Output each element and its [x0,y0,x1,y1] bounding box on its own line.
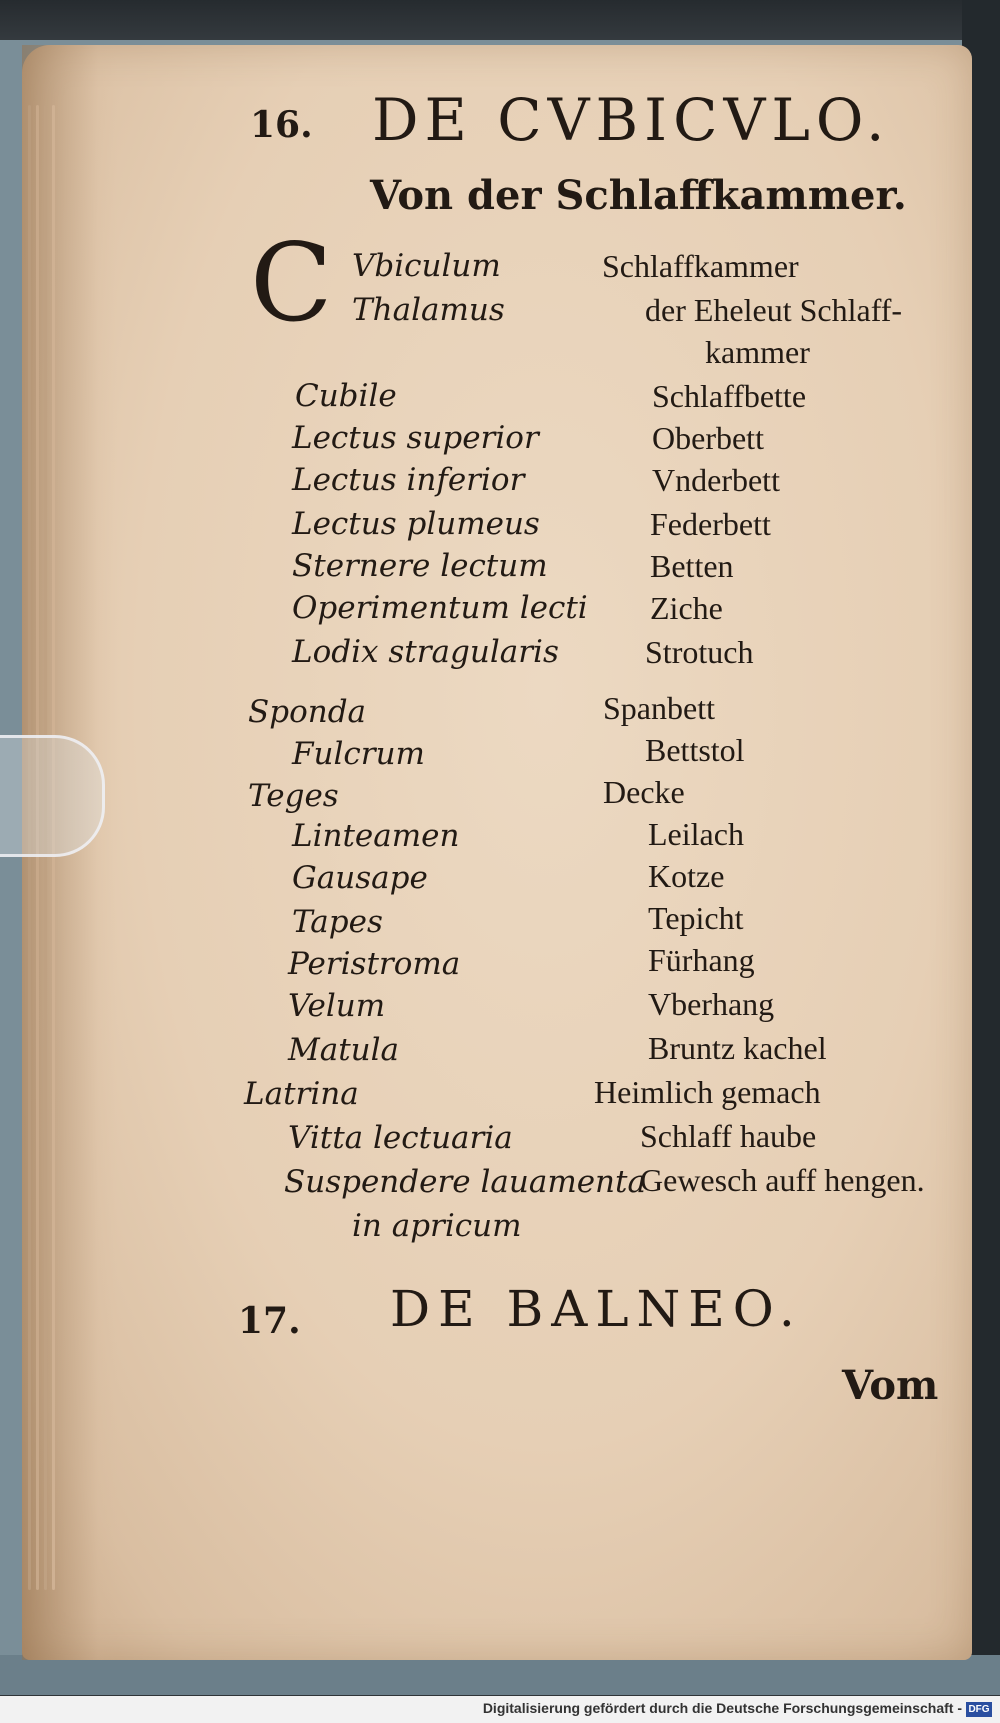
latin-term: Matula [288,1032,400,1068]
german-term: Strotuch [645,634,754,670]
drop-cap: C [250,221,333,346]
latin-term: Cubile [295,378,397,414]
latin-term: Gausape [292,860,428,896]
latin-term: in apricum [352,1208,522,1244]
latin-term: Linteamen [292,818,460,854]
latin-term: Operimentum lecti [292,590,588,626]
german-term: der Eheleut Schlaff- [645,292,903,328]
latin-term: Peristroma [288,946,461,982]
latin-term: Vitta lectuaria [288,1120,513,1156]
german-term: Bruntz kachel [648,1030,827,1066]
book-page [22,45,972,1660]
latin-term: Lectus inferior [292,462,525,498]
dfg-logo: DFG [966,1702,992,1717]
latin-term: Lectus superior [292,420,539,456]
german-term: Schlaffkammer [602,248,799,284]
german-term: Leilach [648,816,744,852]
latin-term: Lectus plumeus [292,506,540,542]
german-term: Schlaffbette [652,378,807,414]
latin-term: Vbiculum [352,248,501,284]
german-term: Heimlich gemach [594,1074,821,1110]
german-term: Oberbett [652,420,764,456]
catchword: Vom [842,1362,939,1409]
german-term: Vnderbett [652,462,780,498]
latin-term: Fulcrum [292,736,425,772]
page-clip [0,735,105,857]
german-term: Vberhang [648,986,775,1022]
latin-term: Lodix stragularis [292,634,559,670]
latin-term: Tapes [292,904,383,940]
latin-term: Suspendere lauamenta [284,1164,646,1200]
latin-term: Latrina [244,1076,359,1112]
german-term: Bettstol [645,732,745,768]
german-term: Decke [603,774,685,810]
german-term: Kotze [648,858,725,894]
german-term: Tepicht [648,900,744,936]
next-section-number: 17. [238,1300,301,1342]
book-cover-bottom [0,1655,1000,1695]
chapter-title: DE CVBICVLO. [372,86,891,154]
running-head [0,86,1000,156]
german-term: Betten [650,548,734,584]
german-term: Federbett [650,506,771,542]
footer-credit: Digitalisierung gefördert durch die Deutsche Forschungsgemeinschaft - [482,1700,962,1716]
latin-term: Thalamus [352,292,505,328]
german-term: Ziche [650,590,723,626]
next-section-title: DE BALNEO. [390,1280,803,1338]
latin-term: Teges [248,778,339,814]
german-term: Fürhang [648,942,755,978]
latin-term: Velum [288,988,386,1024]
german-term: Spanbett [603,690,715,726]
german-term: Schlaff haube [640,1118,817,1154]
german-term: kammer [705,334,810,370]
digitization-footer [0,1696,1000,1723]
german-term: Gewesch auff hengen. [640,1162,925,1198]
chapter-subtitle: Von der Schlaffkammer. [370,172,907,219]
latin-term: Sternere lectum [292,548,548,584]
page-number: 16. [250,104,313,146]
latin-term: Sponda [248,694,367,730]
